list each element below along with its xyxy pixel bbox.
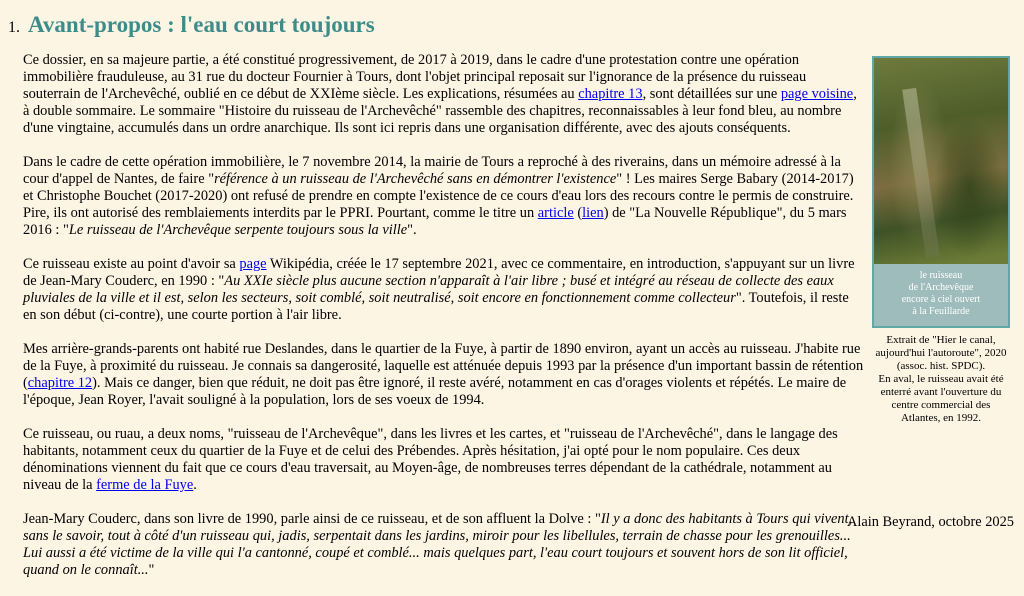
author-signature: Alain Beyrand, octobre 2025 bbox=[846, 514, 1014, 530]
link-chapitre-13[interactable]: chapitre 13 bbox=[578, 86, 643, 102]
photo-vegetation bbox=[934, 118, 1004, 258]
quote: Il y a donc des habitants à Tours qui vivent, sans le savoir, tout à côté d'un ruisseau qui, jadis, serpentait dans les jardins, miroir pour les libellules, terrain de chasse pour les grenouilles... Lui aussi a été victime de la ville qui l'a cantonné, coupé et comblé... mais quelques part, l'eau court toujours et souvent hors de son lit officiel, quand on le connaît... bbox=[23, 511, 853, 578]
figure-caption bbox=[868, 334, 1014, 425]
article-body bbox=[23, 52, 865, 596]
text: , à double sommaire. Le sommaire "Histoire du ruisseau de l'Archevêché" rassemble des chapitres, reconnaissables à leur fond bleu, au nombre d'une vingtaine, accumulés dans un ordre anarchique. Ils sont ici repris dans une organisation différente, avec des ajouts conséquents. bbox=[23, 86, 857, 136]
paragraph-mairie bbox=[23, 154, 865, 239]
text: ( bbox=[573, 205, 583, 221]
text: Jean-Mary Couderc, dans son livre de 1990, parle ainsi de ce ruisseau, et de son affluent la Dolve : " bbox=[23, 511, 601, 527]
caption-line: (assoc. hist. SPDC). bbox=[896, 360, 986, 372]
photo-caption-line: encore à ciel ouvert bbox=[901, 294, 981, 305]
section-number: 1. bbox=[8, 19, 20, 36]
text: Ce dossier, en sa majeure partie, a été constitué progressivement, de 2017 à 2019, dans le cadre d'une protestation contre une opération immobilière frauduleuse, au 31 rue du docteur Fournier à Tours, dont l'objet principal reposait sur l'ignorance de la présence du ruisseau souterrain de l'Archevêché, oublié en ce début de XXIème siècle. Les explications, résumées au bbox=[23, 52, 807, 102]
text: Mes arrière-grands-parents ont habité rue Deslandes, dans le quartier de la Fuye, à partir de 1890 environ, ayant un accès au ruisseau. J'habite rue de la Fuye, à proximité du ruisseau. Je connais sa dangerosité, laquelle est atténuée depuis 1993 par la présence d'un important bassin de rétention ( bbox=[23, 341, 864, 391]
quote: Le ruisseau de l'Archevêque serpente toujours sous la ville bbox=[68, 222, 408, 238]
page-title: Avant-propos : l'eau court toujours bbox=[28, 12, 375, 37]
text: Dans le cadre de cette opération immobilière, le 7 novembre 2014, la mairie de Tours a reproché à des riverains, dans un mémoire adressé à la cour d'appel de Nantes, de faire " bbox=[23, 154, 841, 187]
paragraph-names bbox=[23, 426, 865, 494]
paragraph-intro bbox=[23, 52, 865, 137]
link-article[interactable]: article bbox=[537, 205, 574, 221]
paragraph-wikipedia bbox=[23, 256, 865, 324]
link-page-voisine[interactable]: page voisine bbox=[780, 86, 854, 102]
text: Ce ruisseau, ou ruau, a deux noms, "ruisseau de l'Archevêque", dans les livres et les cartes, et "ruisseau de l'Archevêché", dans le langage des habitants, notamment ceux du quartier de la Fuye et de celui des Prébendes. Après hésitation, j'ai opté pour le nom populaire. Ces deux dénominations viennent du fait que ce cours d'eau traversait, au Moyen-âge, de nombreuses terres dépendant de la cathédrale, notamment au niveau de la bbox=[23, 426, 838, 493]
quote: Au XXIe siècle plus aucune section n'apparaît à l'air libre ; busé et intégré au réseau de collecte des eaux pluviales de la ville et il est, selon les secteurs, soit comblé, soit neutralisé, soit encore en fonctionnement comme collecteur bbox=[23, 273, 834, 306]
photo-caption-line: le ruisseau bbox=[919, 270, 963, 281]
link-wikipedia-page[interactable]: page bbox=[239, 256, 267, 272]
text: ". bbox=[407, 222, 417, 238]
ruisseau-photo bbox=[872, 56, 1010, 328]
photo-caption-line: à la Feuillarde bbox=[912, 306, 970, 317]
link-ferme-de-la-fuye[interactable]: ferme de la Fuye bbox=[96, 477, 194, 493]
link-chapitre-12[interactable]: chapitre 12 bbox=[27, 375, 93, 391]
photo-inset-caption bbox=[874, 264, 1008, 326]
quote: référence à un ruisseau de l'Archevêché sans en démontrer l'existence bbox=[214, 171, 617, 187]
photo-caption-line: de l'Archevêque bbox=[908, 282, 974, 293]
text: ). Mais ce danger, bien que réduit, ne doit pas être ignoré, il reste avéré, notamment en cas d'orages violents et répétés. Le maire de l'époque, Jean Royer, l'avait souligné à la population, lors de ses voeux de 1994. bbox=[23, 375, 847, 408]
text: " ! Les maires Serge Babary (2014-2017) et Christophe Bouchet (2017-2020) ont refusé de prendre en compte l'existence de ce cours d'eau lors des recours contre le permis de construire. Pire, ils ont autorisé des remblaiements interdits par le PPRI. Pourtant, comme le titre un bbox=[23, 171, 854, 221]
caption-line: Extrait de "Hier le canal, bbox=[886, 334, 996, 346]
paragraph-family bbox=[23, 341, 865, 409]
text: , sont détaillées sur une bbox=[642, 86, 781, 102]
text: ". Toutefois, il reste en son début (ci-contre), une courte portion à l'air libre. bbox=[23, 290, 849, 323]
caption-line: En aval, le ruisseau avait été bbox=[878, 373, 1004, 385]
caption-line: centre commercial des bbox=[891, 399, 991, 411]
figure-ruisseau bbox=[868, 56, 1014, 425]
text: ) de "La Nouvelle République", du 5 mars 2016 : " bbox=[23, 205, 847, 238]
text: Ce ruisseau existe au point d'avoir sa bbox=[23, 256, 240, 272]
text: Wikipédia, créée le 17 septembre 2021, avec ce commentaire, en introduction, s'appuyant sur un livre de Jean-Mary Couderc, en 1990 : " bbox=[23, 256, 855, 289]
text: . bbox=[193, 477, 197, 493]
text: " bbox=[148, 562, 155, 578]
caption-line: enterré avant l'ouverture du bbox=[880, 386, 1002, 398]
paragraph-couderc bbox=[23, 511, 865, 579]
section-heading bbox=[8, 12, 375, 38]
link-lien[interactable]: lien bbox=[582, 205, 604, 221]
caption-line: Atlantes, en 1992. bbox=[900, 412, 982, 424]
caption-line: aujourd'hui l'autoroute", 2020 bbox=[875, 347, 1007, 359]
